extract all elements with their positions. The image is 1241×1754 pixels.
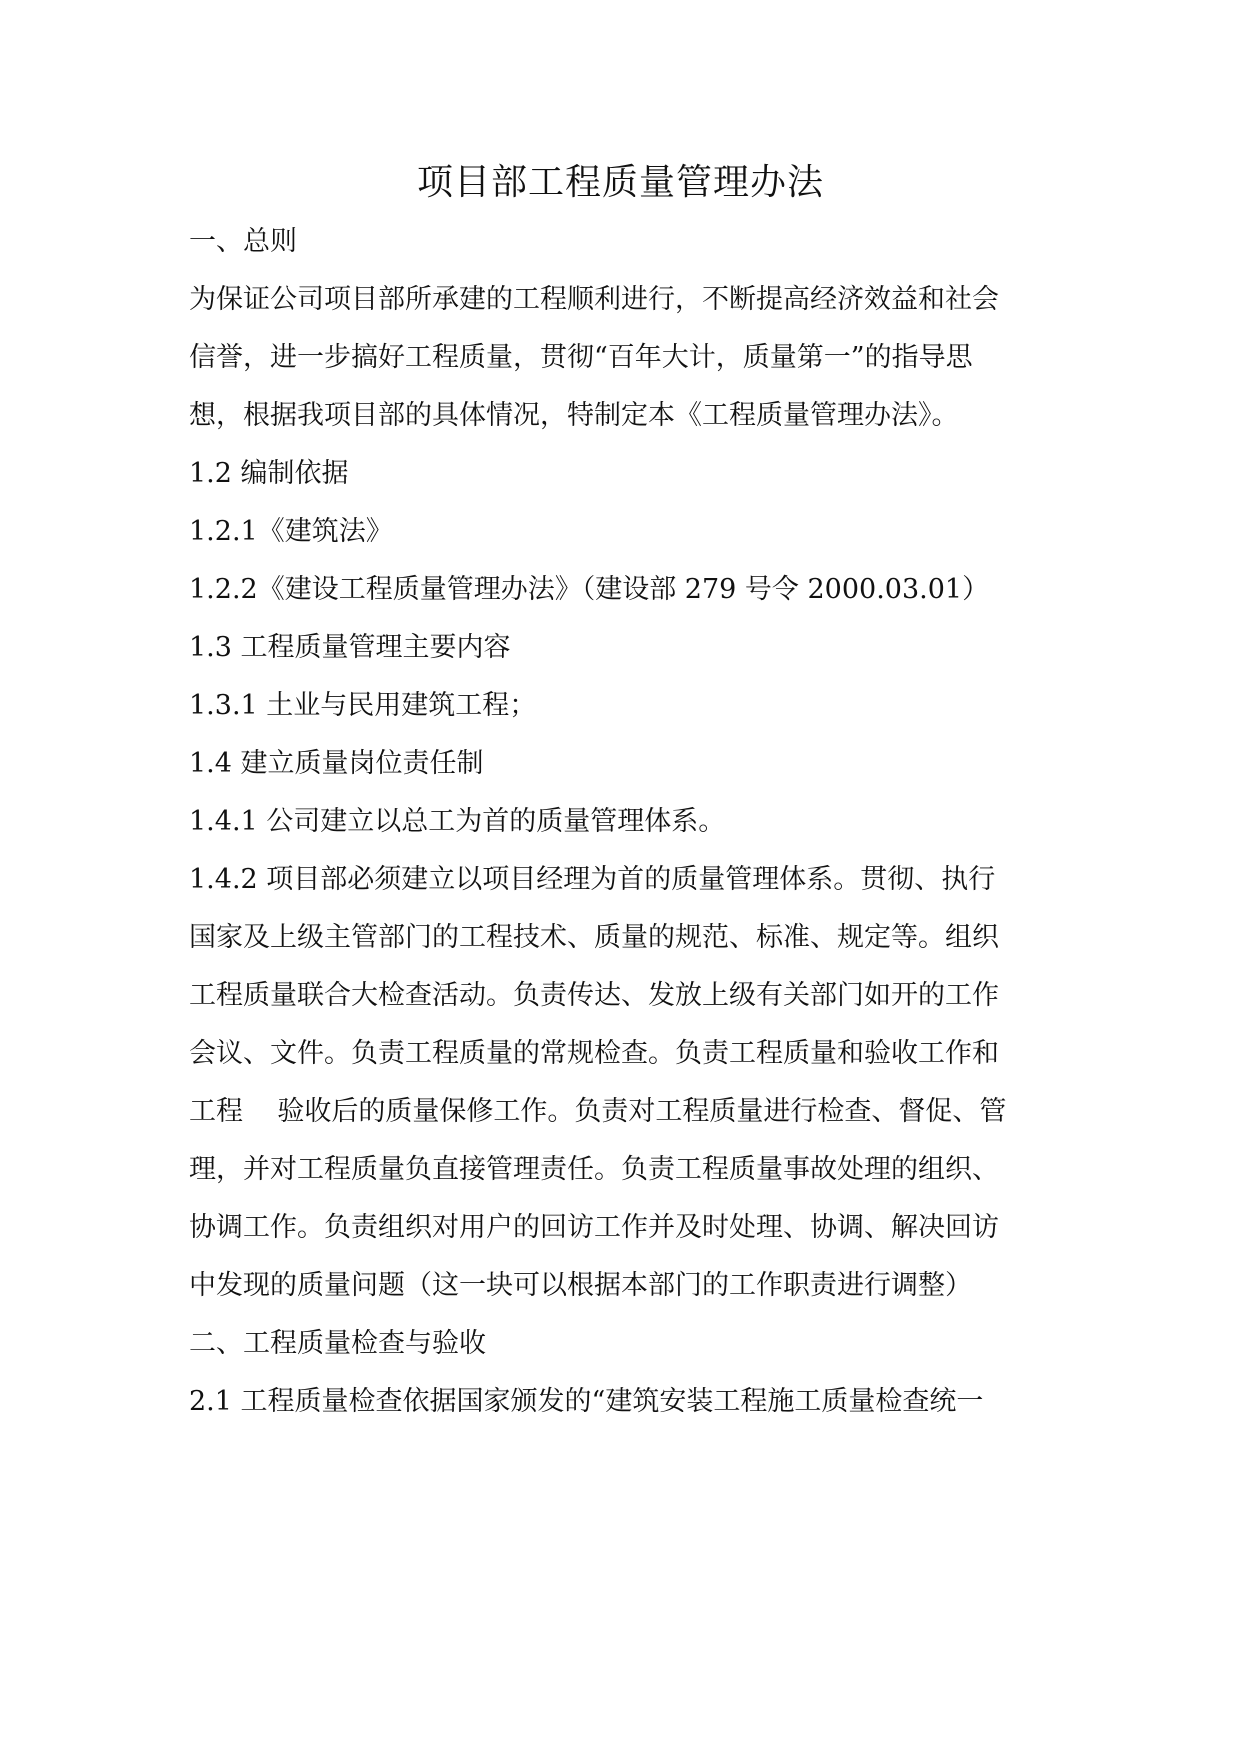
paragraph-line: 中发现的质量问题（这一块可以根据本部门的工作职责进行调整） [189, 1270, 972, 1301]
section-heading-inspection: 二、工程质量检查与验收 [189, 1328, 486, 1359]
paragraph-line: 为保证公司项目部所承建的工程顺利进行，不断提高经济效益和社会 [189, 284, 999, 315]
paragraph-line: 国家及上级主管部门的工程技术、质量的规范、标准、规定等。组织 [189, 922, 999, 953]
paragraph-line: 工程 验收后的质量保修工作。负责对工程质量进行检查、督促、管 [189, 1096, 1007, 1127]
item-1-3-1: 1.3.1 土业与民用建筑工程； [189, 690, 537, 721]
subheading-1-3: 1.3 工程质量管理主要内容 [189, 632, 511, 663]
paragraph-line: 理，并对工程质量负直接管理责任。负责工程质量事故处理的组织、 [189, 1154, 999, 1185]
subheading-1-2: 1.2 编制依据 [189, 458, 349, 489]
paragraph-line: 想，根据我项目部的具体情况，特制定本《工程质量管理办法》。 [189, 400, 959, 431]
paragraph-line: 会议、文件。负责工程质量的常规检查。负责工程质量和验收工作和 [189, 1038, 999, 1069]
subheading-1-4: 1.4 建立质量岗位责任制 [189, 748, 484, 779]
section-heading-general: 一、总则 [189, 226, 297, 257]
document-title: 项目部工程质量管理办法 [416, 162, 824, 203]
paragraph-line: 工程质量联合大检查活动。负责传达、发放上级有关部门如开的工作 [189, 980, 999, 1011]
item-1-4-1: 1.4.1 公司建立以总工为首的质量管理体系。 [189, 806, 726, 837]
paragraph-line: 协调工作。负责组织对用户的回访工作并及时处理、协调、解决回访 [189, 1212, 999, 1243]
item-2-1: 2.1 工程质量检查依据国家颁发的“建筑安装工程施工质量检查统一 [189, 1386, 984, 1417]
item-1-2-2: 1.2.2《建设工程质量管理办法》（建设部 279 号令 2000.03.01） [189, 574, 990, 605]
paragraph-line: 信誉，进一步搞好工程质量，贯彻“百年大计，质量第一”的指导思 [189, 342, 973, 373]
item-1-2-1: 1.2.1《建筑法》 [189, 516, 393, 547]
item-1-4-2: 1.4.2 项目部必须建立以项目经理为首的质量管理体系。贯彻、执行 [189, 864, 996, 895]
